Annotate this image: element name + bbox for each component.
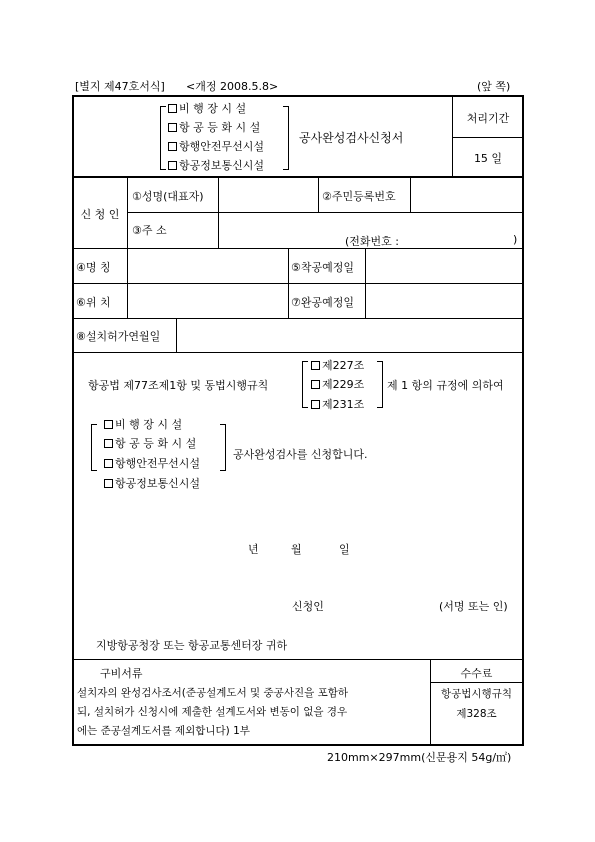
checkbox-icon[interactable] xyxy=(311,361,320,370)
form-number: [별지 제47호서식] xyxy=(75,80,165,93)
facility-option-3[interactable]: 항행안전무선시설 xyxy=(104,455,200,471)
paper-spec: 210mm×297mm(신문용지 54g/㎡) xyxy=(327,751,512,764)
required-docs-line3: 에는 준공설계도서를 제외합니다) 1부 xyxy=(77,725,250,737)
checkbox-icon[interactable] xyxy=(168,142,177,151)
title-bracket-right xyxy=(283,106,289,170)
required-docs-line2: 되, 설치허가 신청시에 제출한 설계도서와 변동이 없을 경우 xyxy=(77,706,348,718)
facility-name-input[interactable] xyxy=(129,250,287,282)
addressee: 지방항공청장 또는 항공교통센터장 귀하 xyxy=(96,639,288,652)
applicant-name-input[interactable] xyxy=(219,180,317,211)
completion-date-input[interactable] xyxy=(367,285,521,317)
article-bracket-left xyxy=(302,361,308,408)
applicant-section-label: 신 청 인 xyxy=(80,208,120,221)
checkbox-icon[interactable] xyxy=(168,104,177,113)
facility-bracket-right xyxy=(220,424,226,471)
date-month-label: 월 xyxy=(291,543,302,556)
page-side-label: (앞 쪽) xyxy=(477,80,511,93)
article-bracket-right xyxy=(377,361,383,408)
applicant-sign-label: 신청인 xyxy=(292,600,324,613)
resident-number-label: ②주민등록번호 xyxy=(322,190,396,203)
request-text: 공사완성검사를 신청합니다. xyxy=(233,448,368,461)
facility-option-1[interactable]: 비 행 장 시 설 xyxy=(104,416,182,432)
fee-law: 항공법시행규칙 xyxy=(440,688,512,700)
completion-date-label: ⑦완공예정일 xyxy=(291,296,354,309)
title-bracket-left xyxy=(160,106,166,170)
facility-name-label: ④명 칭 xyxy=(76,261,111,274)
law-prefix: 항공법 제77조제1항 및 동법시행규칙 xyxy=(88,379,269,392)
law-suffix: 제 1 항의 규정에 의하여 xyxy=(387,379,504,392)
address-label: ③주 소 xyxy=(132,224,167,237)
required-docs-label: 구비서류 xyxy=(100,667,143,680)
checkbox-icon[interactable] xyxy=(311,380,320,389)
phone-close: ) xyxy=(513,233,518,246)
location-input[interactable] xyxy=(129,285,287,317)
checkbox-icon[interactable] xyxy=(104,420,113,429)
permit-date-input[interactable] xyxy=(178,320,521,351)
phone-label: (전화번호 : xyxy=(345,235,399,248)
title-option-2[interactable]: 항 공 등 화 시 설 xyxy=(168,119,260,135)
required-docs-line1: 설치자의 완성검사조서(준공설계도서 및 중공사진을 포함하 xyxy=(77,687,349,699)
start-date-label: ⑤착공예정일 xyxy=(291,261,354,274)
facility-option-4[interactable]: 항공정보통신시설 xyxy=(104,475,200,491)
location-label: ⑥위 치 xyxy=(76,296,111,309)
fee-label: 수수료 xyxy=(460,667,493,680)
applicant-name-label: ①성명(대표자) xyxy=(132,190,204,203)
checkbox-icon[interactable] xyxy=(168,123,177,132)
checkbox-icon[interactable] xyxy=(104,479,113,488)
article-option-229[interactable]: 제229조 xyxy=(311,376,364,392)
revision-note: <개정 2008.5.8> xyxy=(186,80,279,93)
title-option-1[interactable]: 비 행 장 시 설 xyxy=(168,100,246,116)
processing-period-value: 15 일 xyxy=(473,152,503,165)
fee-article: 제328조 xyxy=(456,708,497,720)
article-option-231[interactable]: 제231조 xyxy=(311,396,364,412)
checkbox-icon[interactable] xyxy=(104,459,113,468)
checkbox-icon[interactable] xyxy=(104,439,113,448)
processing-period-label: 처리기간 xyxy=(466,112,510,125)
facility-option-2[interactable]: 항 공 등 화 시 설 xyxy=(104,435,196,451)
start-date-input[interactable] xyxy=(367,250,521,282)
facility-bracket-left xyxy=(91,424,97,471)
title-option-4[interactable]: 항공정보통신시설 xyxy=(168,157,264,173)
form-title: 공사완성검사신청서 xyxy=(299,131,404,145)
date-day-label: 일 xyxy=(339,543,350,556)
article-option-227[interactable]: 제227조 xyxy=(311,357,364,373)
title-option-3[interactable]: 항행안전무선시설 xyxy=(168,138,264,154)
signature-label: (서명 또는 인) xyxy=(439,600,508,613)
checkbox-icon[interactable] xyxy=(311,400,320,409)
resident-number-input[interactable] xyxy=(411,180,521,211)
date-year-label: 년 xyxy=(248,543,259,556)
checkbox-icon[interactable] xyxy=(168,161,177,170)
permit-date-label: ⑧설치허가연월일 xyxy=(76,330,161,343)
